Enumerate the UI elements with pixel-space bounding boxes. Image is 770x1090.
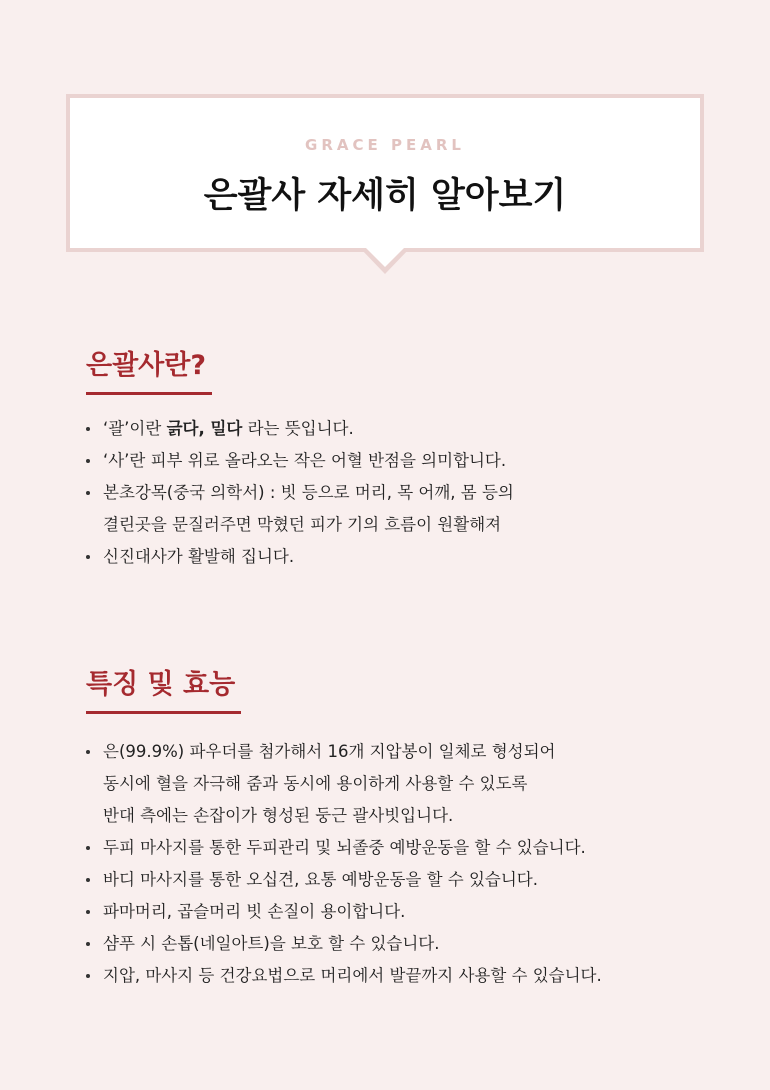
what-is-list: [86, 413, 514, 573]
features-list: [86, 736, 602, 992]
bullet-dot: [86, 491, 90, 495]
section-heading-what-is: 은괄사란?: [86, 343, 212, 395]
bullet-dot: [86, 555, 90, 559]
speech-pointer-fill: [365, 247, 405, 267]
item-text: ‘괄’이란: [103, 419, 167, 438]
list-item: [86, 445, 514, 477]
section-what-is: [86, 343, 514, 573]
item-text: 라는 뜻입니다.: [242, 419, 354, 438]
list-item: [86, 896, 602, 928]
list-item: [86, 477, 514, 541]
bullet-dot: [86, 910, 90, 914]
list-item: [86, 413, 514, 445]
item-text: 파마머리, 곱슬머리 빗 손질이 용이합니다.: [103, 902, 406, 921]
bullet-dot: [86, 974, 90, 978]
section-features: [86, 662, 602, 992]
bullet-dot: [86, 846, 90, 850]
page-title: 은괄사 자세히 알아보기: [203, 176, 567, 216]
item-text: ‘사’란 피부 위로 올라오는 작은 어혈 반점을 의미합니다.: [103, 451, 507, 470]
bullet-dot: [86, 459, 90, 463]
bullet-dot: [86, 750, 90, 754]
list-item: [86, 736, 602, 832]
bullet-dot: [86, 427, 90, 431]
item-text: 은(99.9%) 파우더를 첨가해서 16개 지압봉이 일체로 형성되어 동시에 혈을 자극해 줌과 동시에 용이하게 사용할 수 있도록 반대 측에는 손잡이가 형성된 둥근 괄사빗입니다.: [103, 742, 556, 825]
item-text: 본초강목(중국 의학서) : 빗 등으로 머리, 목 어깨, 몸 등의 결린곳을 문질러주면 막혔던 피가 기의 흐름이 원활해져: [103, 483, 514, 534]
bullet-dot: [86, 878, 90, 882]
list-item: [86, 864, 602, 896]
list-item: [86, 541, 514, 573]
item-text: 지압, 마사지 등 건강요법으로 머리에서 발끝까지 사용할 수 있습니다.: [103, 966, 602, 985]
item-text: 신진대사가 활발해 집니다.: [103, 547, 295, 566]
list-item: [86, 960, 602, 992]
item-text: 샴푸 시 손톱(네일아트)을 보호 할 수 있습니다.: [103, 934, 440, 953]
brand-name: GRACE PEARL: [305, 136, 465, 154]
title-card: [66, 94, 704, 252]
item-text: 두피 마사지를 통한 두피관리 및 뇌졸중 예방운동을 할 수 있습니다.: [103, 838, 586, 857]
bullet-dot: [86, 942, 90, 946]
list-item: [86, 928, 602, 960]
item-text: 바디 마사지를 통한 오십견, 요통 예방운동을 할 수 있습니다.: [103, 870, 538, 889]
section-heading-features: 특징 및 효능: [86, 662, 241, 714]
list-item: [86, 832, 602, 864]
item-bold-text: 긁다, 밀다: [166, 419, 243, 438]
